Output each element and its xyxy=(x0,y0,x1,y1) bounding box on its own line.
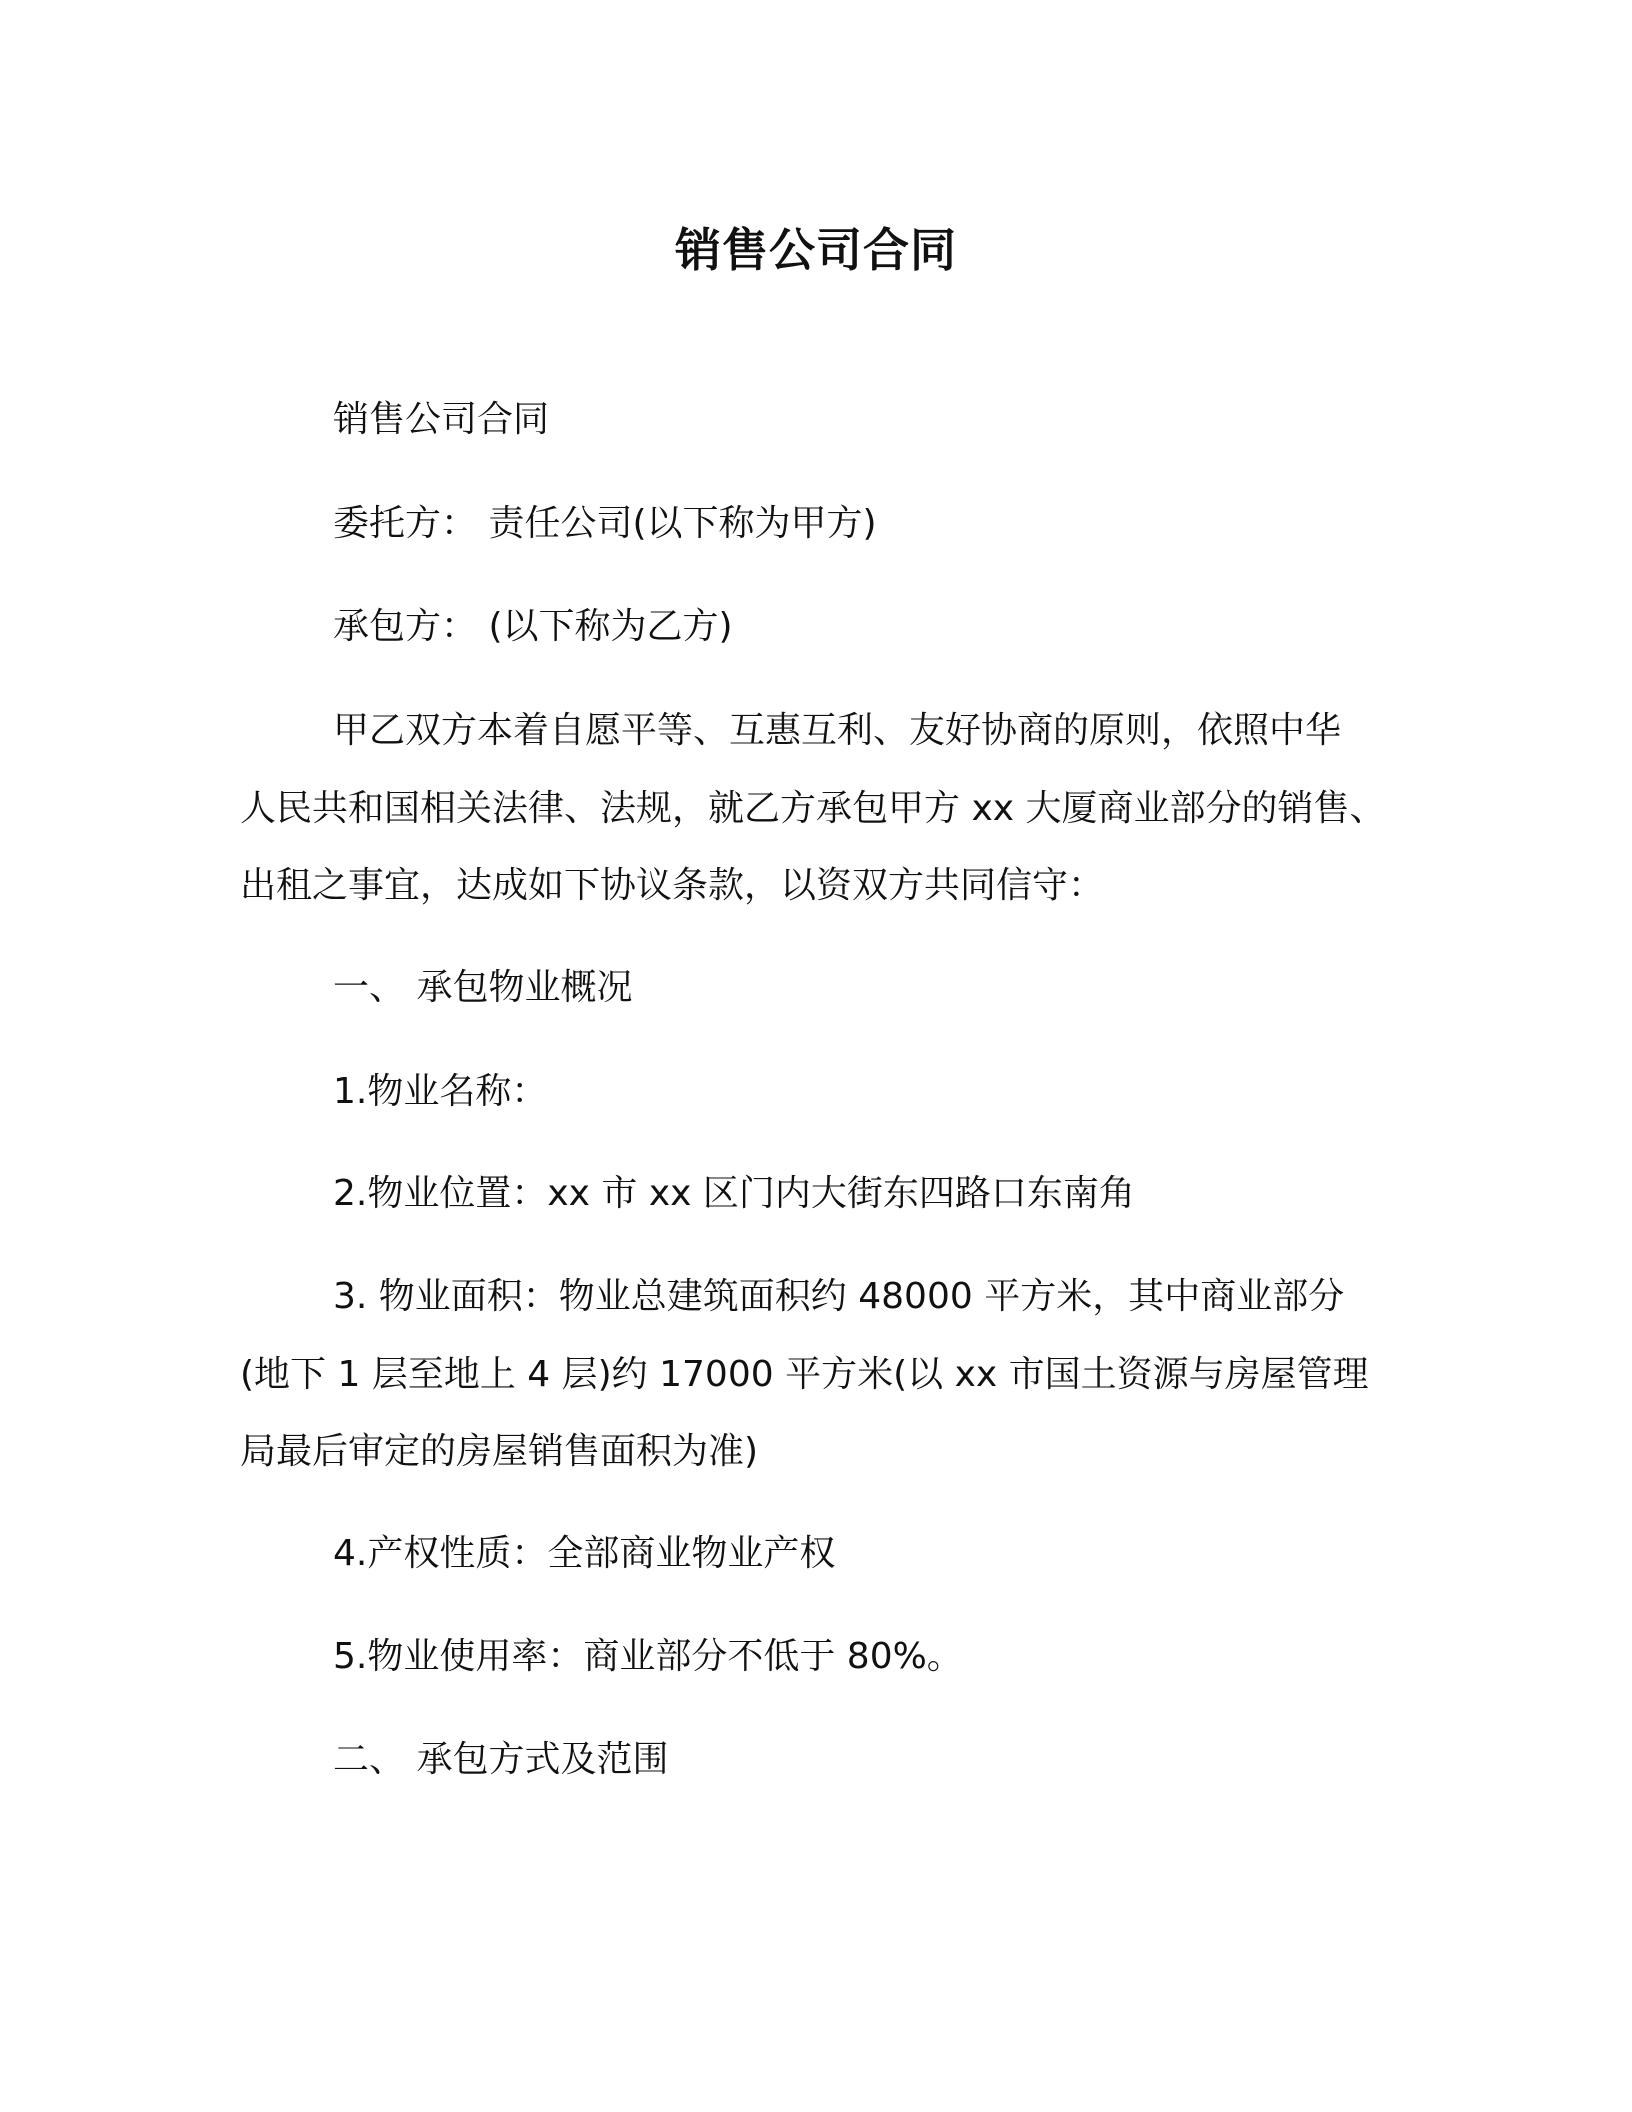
property-area-line: (地下 1 层至地上 4 层)约 17000 平方米(以 xx 市国土资源与房屋管理 xyxy=(240,1354,1369,1395)
preamble-line: 出租之事宜，达成如下协议条款，以资双方共同信守： xyxy=(240,865,1105,906)
preamble-line: 人民共和国相关法律、法规，就乙方承包甲方 xx 大厦商业部分的销售、 xyxy=(240,788,1386,829)
principal-party: 委托方： 责任公司(以下称为甲方) xyxy=(333,503,877,544)
property-location-item: 2.物业位置：xx 市 xx 区门内大街东四路口东南角 xyxy=(333,1173,1135,1214)
property-name-item: 1.物业名称： xyxy=(333,1071,548,1112)
property-area-line: 局最后审定的房屋销售面积为准) xyxy=(240,1431,759,1472)
property-area-line: 3. 物业面积：物业总建筑面积约 48000 平方米，其中商业部分 xyxy=(333,1276,1345,1317)
section-heading-1: 一、 承包物业概况 xyxy=(333,967,633,1008)
preamble-line: 甲乙双方本着自愿平等、互惠互利、友好协商的原则，依照中华 xyxy=(333,710,1342,751)
document-subtitle: 销售公司合同 xyxy=(333,399,550,440)
section-heading-2: 二、 承包方式及范围 xyxy=(333,1739,669,1780)
property-rights-item: 4.产权性质：全部商业物业产权 xyxy=(333,1533,836,1574)
document-title: 销售公司合同 xyxy=(675,223,957,277)
property-usage-item: 5.物业使用率：商业部分不低于 80%。 xyxy=(333,1636,963,1677)
contractor-party: 承包方： (以下称为乙方) xyxy=(333,606,733,647)
